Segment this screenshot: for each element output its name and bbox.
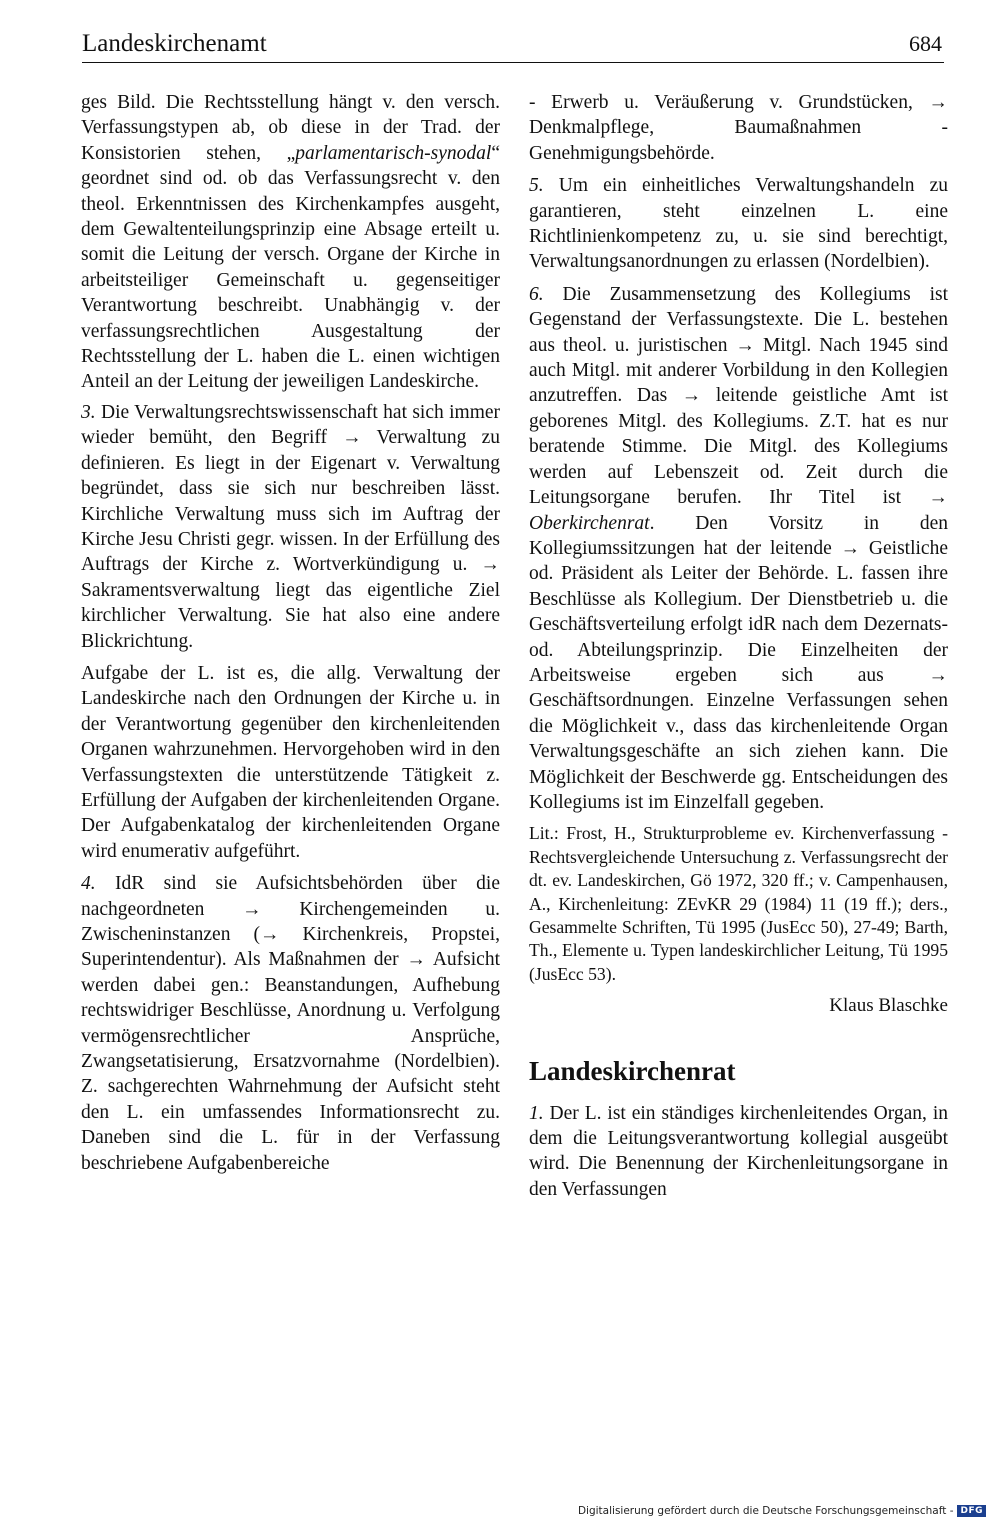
author-signature: Klaus Blaschke bbox=[829, 995, 948, 1017]
literature-references: Lit.: Frost, H., Strukturprobleme ev. Kirchenverfassung - Rechtsvergleichende Untersuchung z. Verfassungsrecht der dt. ev. Landeskirchen, Gö 1972, 320 ff.; v. Campenhausen, A., Kirchenleitung: ZEvKR 29 (1984) 11 (19 ff.); ders., Gesammelte Schriften, Tü 1995 (JusEcc 50), 27-49; Barth, Th., Elemente u. Typen landeskirchlicher Leitung, Tü 1995 (JusEcc 53). bbox=[529, 823, 948, 984]
section-number: 6. bbox=[529, 283, 544, 305]
paragraph-text: IdR sind sie Aufsichtsbehörden über die nachgeordneten → Kirchengemeinden u. Zwischeninstanzen (→ Kirchenkreis, Propstei, Superintendentur). Als Maßnahmen der → Aufsicht werden dabei gen.: Beanstandungen, Aufhebung rechtswidriger Beschlüsse, Anordnung u. Verfolgung vermögensrechtlicher Ansprüche, Zwangsetatisierung, Ersatzvornahme (Nordelbien). Z. sachgerechten Wahrnehmung der Aufsicht steht den L. ein umfassendes Informationsrecht zu. Daneben sind die L. für in der Verfassung beschriebene Aufgabenbereiche bbox=[81, 873, 500, 1174]
paragraph bbox=[81, 90, 500, 395]
paragraph-text: - Erwerb u. Veräußerung v. Grundstücken, → Denkmalpflege, Baumaßnahmen - Genehmigungsbehörde. bbox=[529, 92, 948, 164]
paragraph bbox=[81, 661, 500, 864]
paragraph-text: Die Zusammensetzung des Kollegiums ist Gegenstand der Verfassungstexte. Die L. bestehen aus theol. u. juristischen → Mitgl. Nach 1945 sind auch Mitgl. mit anderer Vorbildung in den Kollegien anzutreffen. Das → leitende geistliche Amt ist geborenes Mitgl. des Kollegiums. Z.T. hat es nur beratende Stimme. Die Mitgl. des Kollegiums werden auf Lebenszeit od. Zeit durch die Leitungsorgane berufen. Ihr Titel ist → bbox=[529, 283, 948, 509]
paragraph bbox=[529, 1101, 948, 1203]
section-number: 3. bbox=[81, 401, 96, 423]
paragraph bbox=[529, 282, 948, 816]
left-column bbox=[81, 90, 500, 1183]
paragraph bbox=[81, 400, 500, 654]
running-header bbox=[82, 28, 944, 63]
section-number: 1. bbox=[529, 1102, 544, 1124]
paragraph-text: . Den Vorsitz in den Kollegiumssitzungen hat der leitende → Geistliche od. Präsident als Leiter der Behörde. L. fassen ihre Beschlüsse als Kollegium. Der Dienstbetrieb u. die Geschäftsverteilung erfolgt idR nach dem Dezernats- od. Abteilungsprinzip. Die Einzelheiten der Arbeitsweise ergeben sich aus → Geschäftsordnungen. Einzelne Verfassungen sehen die Möglichkeit v., dass das kirchenleitende Organ Verwaltungsgeschäfte an sich ziehen kann. Die Möglichkeit der Beschwerde gg. Entscheidungen des Kollegiums ist im Einzelfall gegeben. bbox=[529, 512, 948, 813]
paragraph-text: Der L. ist ein ständiges kirchenleitendes Organ, in dem die Leitungsverantwortung kollegial ausgeübt wird. Die Benennung der Kirchenleitungsorgane in den Verfassungen bbox=[529, 1102, 948, 1200]
paragraph-text: ges Bild. Die Rechtsstellung hängt v. den versch. Verfassungstypen ab, ob diese in der Trad. der Konsistorien stehen, „ bbox=[81, 92, 500, 164]
running-head-title: Landeskirchenamt bbox=[82, 30, 267, 57]
italic-term: parlamentarisch-synodal bbox=[295, 142, 492, 164]
paragraph-text: Um ein einheitliches Verwaltungshandeln zu garantieren, steht einzelnen L. eine Richtlinienkompetenz zu, u. sie sind berechtigt, Verwaltungsanordnungen zu erlassen (Nordelbien). bbox=[529, 175, 949, 273]
paragraph-text: “ geordnet sind od. ob das Verfassungsrecht v. den theol. Erkenntnissen des Kirchenkampfes ausgeht, dem Gewaltenteilungsprinzip eine Absage erteilt u. somit die Leitung der versch. Organe der Kirche in arbeitsteiliger Gemeinschaft u. gegenseitiger Verantwortung beschreibt. Unabhängig v. der verfassungsrechtlichen Ausgestaltung der Rechtsstellung der L. haben die L. einen wichtigen Anteil an der Leitung der jeweiligen Landeskirche. bbox=[81, 142, 500, 393]
paragraph bbox=[81, 871, 500, 1176]
section-number: 5. bbox=[529, 175, 544, 197]
right-column bbox=[529, 90, 948, 1209]
entry-heading: Landeskirchenrat bbox=[529, 1055, 736, 1086]
page-number: 684 bbox=[909, 31, 942, 56]
paragraph bbox=[529, 173, 948, 275]
paragraph bbox=[529, 90, 948, 166]
italic-term: Oberkirchenrat bbox=[529, 512, 650, 534]
paragraph-text: Aufgabe der L. ist es, die allg. Verwaltung der Landeskirche nach den Ordnungen der Kirche u. in der Verantwortung gegenüber den kirchenleitenden Organen wahrzunehmen. Hervorgehoben wird in den Verfassungstexten die unterstützende Tätigkeit z. Erfüllung der Aufgaben der kirchenleitenden Organe. Der Aufgabenkatalog der kirchenleitenden Organe wird enumerativ aufgeführt. bbox=[81, 662, 500, 862]
section-number: 4. bbox=[81, 873, 96, 895]
dfg-logo: DFG bbox=[957, 1505, 986, 1517]
digitization-footer bbox=[578, 1505, 986, 1517]
paragraph-text: Die Verwaltungsrechtswissenschaft hat sich immer wieder bemüht, den Begriff → Verwaltung zu definieren. Es liegt in der Eigenart v. Verwaltung begründet, dass sie sich nur beschreiben lässt. Kirchliche Verwaltung muss sich im Auftrag der Kirche Jesu Christi gegr. wissen. In der Erfüllung des Auftrags der Kirche z. Wortverkündigung u. → Sakramentsverwaltung liegt das eigentliche Ziel kirchlicher Verwaltung. Sie hat also eine andere Blickrichtung. bbox=[81, 401, 501, 652]
footer-text: Digitalisierung gefördert durch die Deutsche Forschungsgemeinschaft - bbox=[577, 1505, 954, 1517]
